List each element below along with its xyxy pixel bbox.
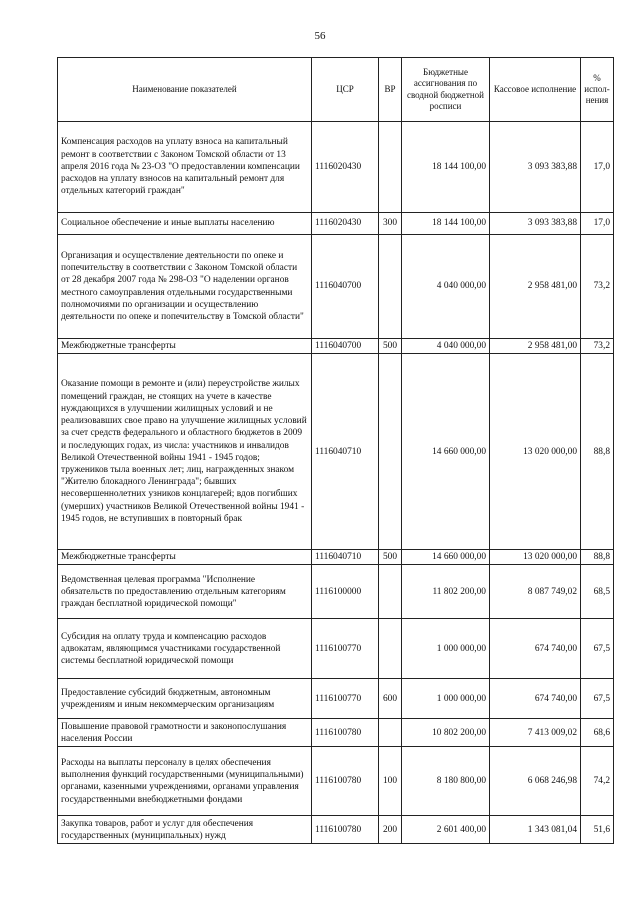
row-cash: 13 020 000,00: [490, 550, 581, 565]
row-budget: 14 660 000,00: [402, 550, 490, 565]
table-row: [58, 550, 614, 565]
row-pct: 73,2: [581, 339, 614, 354]
row-name: Повышение правовой грамотности и законопослушания населения России: [58, 719, 312, 747]
row-pct: 51,6: [581, 816, 614, 844]
row-name: Закупка товаров, работ и услуг для обеспечения государственных (муниципальных) нужд: [58, 816, 312, 844]
header-pct: % испол-нения: [581, 58, 614, 122]
row-csr: 1116020430: [312, 213, 379, 235]
row-vr: [379, 122, 402, 213]
row-csr: 1116040710: [312, 354, 379, 550]
table-header-row: [58, 58, 614, 122]
row-name: Межбюджетные трансферты: [58, 550, 312, 565]
table-row: [58, 816, 614, 844]
row-vr: [379, 719, 402, 747]
table-row: [58, 619, 614, 679]
table-row: [58, 679, 614, 719]
table-row: [58, 339, 614, 354]
row-budget: 4 040 000,00: [402, 339, 490, 354]
row-csr: 1116100770: [312, 619, 379, 679]
row-csr: 1116040700: [312, 339, 379, 354]
row-pct: 73,2: [581, 235, 614, 339]
table-row: [58, 122, 614, 213]
table-row: [58, 235, 614, 339]
row-budget: 2 601 400,00: [402, 816, 490, 844]
row-csr: 1116100780: [312, 816, 379, 844]
row-pct: 88,8: [581, 354, 614, 550]
row-vr: 600: [379, 679, 402, 719]
row-pct: 74,2: [581, 747, 614, 816]
budget-table: [57, 57, 614, 844]
row-budget: 8 180 800,00: [402, 747, 490, 816]
row-vr: [379, 565, 402, 619]
row-name: Ведомственная целевая программа "Исполнение обязательств по предоставлению отдельным категориям граждан бесплатной юридической помощи": [58, 565, 312, 619]
row-name: Социальное обеспечение и иные выплаты населению: [58, 213, 312, 235]
table-row: [58, 719, 614, 747]
row-pct: 17,0: [581, 122, 614, 213]
header-name: Наименование показателей: [58, 58, 312, 122]
row-name: Расходы на выплаты персоналу в целях обеспечения выполнения функций государственными (муниципальными) органами, казенными учреждениями, органами управления государственными внебюджетными фондами: [58, 747, 312, 816]
row-cash: 13 020 000,00: [490, 354, 581, 550]
row-name: Межбюджетные трансферты: [58, 339, 312, 354]
row-pct: 67,5: [581, 619, 614, 679]
row-csr: 1116040710: [312, 550, 379, 565]
row-budget: 4 040 000,00: [402, 235, 490, 339]
row-pct: 17,0: [581, 213, 614, 235]
row-csr: 1116100780: [312, 719, 379, 747]
row-cash: 2 958 481,00: [490, 235, 581, 339]
row-name: Компенсация расходов на уплату взноса на капитальный ремонт в соответствии с Законом Томской области от 13 апреля 2016 года № 23-ОЗ "О предоставлении компенсации расходов на уплату взносов на капитальный ремонт для отдельных категорий граждан": [58, 122, 312, 213]
table-row: [58, 565, 614, 619]
row-cash: 7 413 009,02: [490, 719, 581, 747]
page-number: 56: [314, 30, 326, 42]
row-budget: 11 802 200,00: [402, 565, 490, 619]
row-budget: 1 000 000,00: [402, 619, 490, 679]
row-name: Предоставление субсидий бюджетным, автономным учреждениям и иным некоммерческим организациям: [58, 679, 312, 719]
row-cash: 2 958 481,00: [490, 339, 581, 354]
row-cash: 8 087 749,02: [490, 565, 581, 619]
row-vr: 100: [379, 747, 402, 816]
row-cash: 3 093 383,88: [490, 213, 581, 235]
row-name: Оказание помощи в ремонте и (или) переустройстве жилых помещений граждан, не стоящих на учете в качестве нуждающихся в улучшении жилищных условий и не реализовавших свое право на улучшение жилищных условий за счет средств федерального и областного бюджетов в 2009 и последующих годах, из числа: участников и инвалидов Великой Отечественной войны 1941 - 1945 годов; тружеников тыла военных лет; лиц, награжденных знаком "Жителю блокадного Ленинграда"; бывших несовершеннолетних узников концлагерей; вдов погибших (умерших) участников Великой Отечественной войны 1941 - 1945 годов, не вступивших в повторный брак: [58, 354, 312, 550]
row-csr: 1116100780: [312, 747, 379, 816]
row-pct: 88,8: [581, 550, 614, 565]
header-cash: Кассовое исполнение: [490, 58, 581, 122]
row-budget: 1 000 000,00: [402, 679, 490, 719]
row-cash: 674 740,00: [490, 679, 581, 719]
row-vr: 300: [379, 213, 402, 235]
header-csr: ЦСР: [312, 58, 379, 122]
row-cash: 674 740,00: [490, 619, 581, 679]
row-budget: 14 660 000,00: [402, 354, 490, 550]
row-vr: [379, 619, 402, 679]
row-budget: 18 144 100,00: [402, 122, 490, 213]
row-budget: 18 144 100,00: [402, 213, 490, 235]
row-name: Субсидия на оплату труда и компенсацию расходов адвокатам, являющимся участниками государственной системы бесплатной юридической помощи: [58, 619, 312, 679]
row-budget: 10 802 200,00: [402, 719, 490, 747]
row-cash: 1 343 081,04: [490, 816, 581, 844]
row-pct: 68,5: [581, 565, 614, 619]
row-cash: 3 093 383,88: [490, 122, 581, 213]
row-csr: 1116020430: [312, 122, 379, 213]
row-vr: 500: [379, 339, 402, 354]
row-vr: [379, 235, 402, 339]
header-vr: ВР: [379, 58, 402, 122]
row-csr: 1116100000: [312, 565, 379, 619]
table-row: [58, 354, 614, 550]
row-name: Организация и осуществление деятельности по опеке и попечительству в соответствии с Законом Томской области от 28 декабря 2007 года № 298-ОЗ "О наделении органов местного самоуправления отдельными государственными полномочиями по организации и осуществлению деятельности по опеке и попечительству в Томской области": [58, 235, 312, 339]
row-vr: [379, 354, 402, 550]
header-budget: Бюджетные ассигнования по сводной бюджетной росписи: [402, 58, 490, 122]
row-pct: 68,6: [581, 719, 614, 747]
row-vr: 500: [379, 550, 402, 565]
row-cash: 6 068 246,98: [490, 747, 581, 816]
table-row: [58, 747, 614, 816]
row-vr: 200: [379, 816, 402, 844]
row-csr: 1116100770: [312, 679, 379, 719]
row-csr: 1116040700: [312, 235, 379, 339]
row-pct: 67,5: [581, 679, 614, 719]
table-row: [58, 213, 614, 235]
